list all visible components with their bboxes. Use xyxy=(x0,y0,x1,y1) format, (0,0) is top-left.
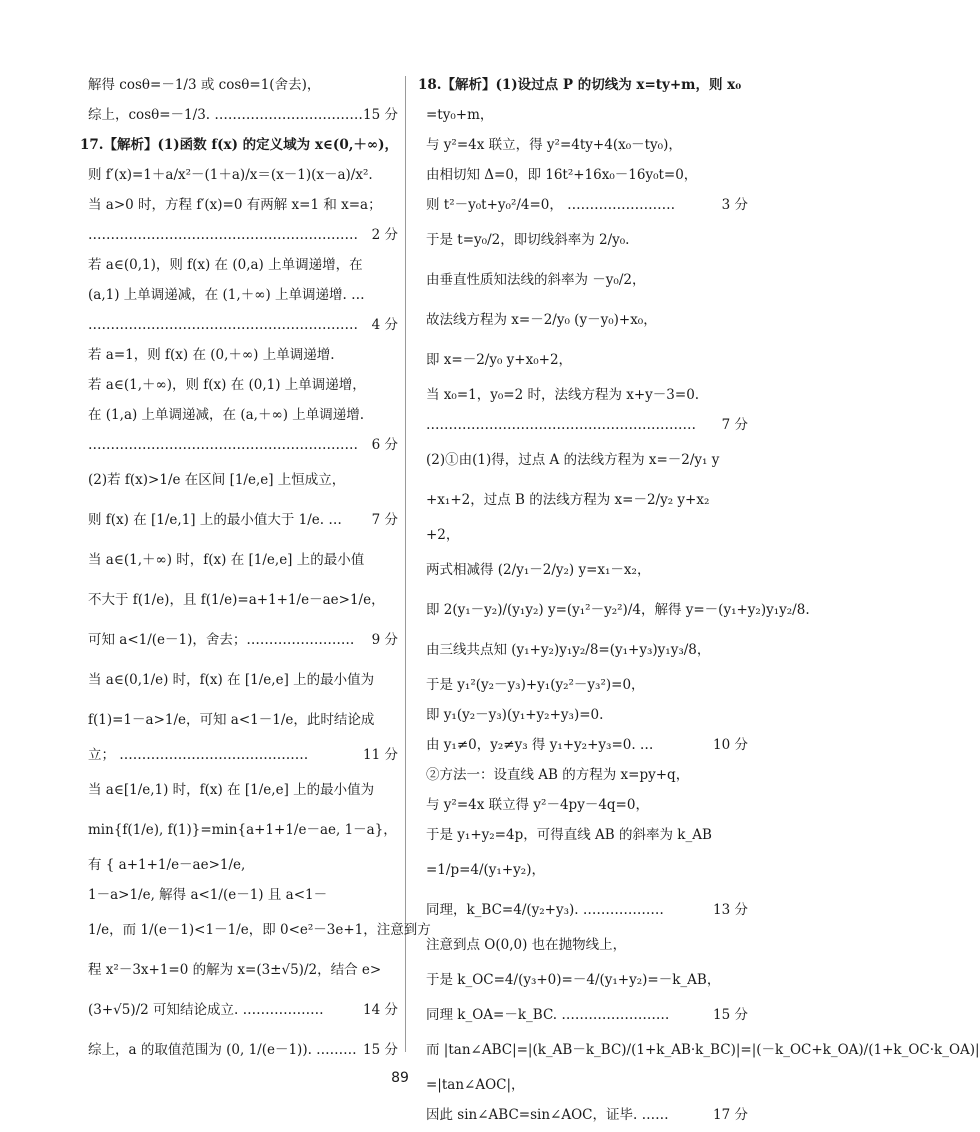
text-line: 两式相减得 (2/y₁－2/y₂) y=x₁－x₂， xyxy=(426,562,651,578)
score-line: …………………………………………………… 7 分 xyxy=(426,417,748,433)
text-line: 则 f(x) 在 [1/e,1] 上的最小值大于 1/e. … 7 分 xyxy=(88,512,398,528)
text-line: 当 a∈[1/e,1) 时，f(x) 在 [1/e,e] 上的最小值为 xyxy=(88,782,375,798)
text-line: min{f(1/e), f(1)}=min{a+1+1/e－ae, 1－a}， xyxy=(88,822,397,838)
left-column xyxy=(80,70,431,1070)
text-line: 则 f′(x)=1＋a/x²－(1＋a)/x＝(x－1)(x－a)/x². xyxy=(88,167,373,183)
text-line: 若 a=1，则 f(x) 在 (0,＋∞) 上单调递增. xyxy=(88,347,335,363)
score-line: …………………………………………………… 4 分 xyxy=(88,317,398,333)
text-line: 由三线共点知 (y₁+y₂)y₁y₂/8=(y₁+y₃)y₁y₃/8， xyxy=(426,642,711,658)
text-line: 与 y²=4x 联立得 y²－4py－4q=0， xyxy=(426,797,649,813)
score-line: 则 t²－y₀t+y₀²/4=0， …………………… 3 分 xyxy=(426,197,748,213)
score-line: 由 y₁≠0，y₂≠y₃ 得 y₁+y₂+y₃=0. … 10 分 xyxy=(426,737,748,753)
text-line: 在 (1,a) 上单调递减，在 (a,＋∞) 上单调递增. xyxy=(88,407,365,423)
text-line: (2)若 f(x)>1/e 在区间 [1/e,e] 上恒成立， xyxy=(88,472,346,488)
text-line: 由垂直性质知法线的斜率为 －y₀/2， xyxy=(426,272,646,288)
text-line: ②方法一：设直线 AB 的方程为 x=py+q， xyxy=(426,767,690,783)
text-line: =ty₀+m， xyxy=(426,107,494,123)
text-line: 当 a∈(0,1/e) 时，f(x) 在 [1/e,e] 上的最小值为 xyxy=(88,672,375,688)
text-line: 即 y₁(y₂－y₃)(y₁+y₂+y₃)=0. xyxy=(426,707,604,723)
text-line: 1/e，而 1/(e－1)<1－1/e，即 0<e²－3e+1，注意到方 xyxy=(88,922,431,938)
score-line: 可知 a<1/(e－1)，舍去；…………………… 9 分 xyxy=(88,632,398,648)
score-line: 综上，a 的取值范围为 (0, 1/(e－1)). ……… 15 分 xyxy=(88,1042,398,1058)
score-line: …………………………………………………… 2 分 xyxy=(88,227,398,243)
problem-18-heading: 18.【解析】(1)设过点 P 的切线为 x=ty+m，则 x₀ xyxy=(418,77,742,93)
text-line: 综上，cosθ=－1/3. …………………………… 15 分 xyxy=(88,107,398,123)
score-line: …………………………………………………… 6 分 xyxy=(88,437,398,453)
text-line: 与 y²=4x 联立，得 y²=4ty+4(x₀－ty₀)， xyxy=(426,137,682,153)
text-line: 即 2(y₁－y₂)/(y₁y₂) y=(y₁²－y₂²)/4，解得 y=－(y₁+y₂)y₁y₂/8. xyxy=(426,602,810,618)
text-line: 当 a∈(1,＋∞) 时，f(x) 在 [1/e,e] 上的最小值 xyxy=(88,552,365,568)
text-line: 当 x₀=1，y₀=2 时，法线方程为 x+y－3=0. xyxy=(426,387,700,403)
text-line: 而 |tan∠ABC|=|(k_AB－k_BC)/(1+k_AB·k_BC)|=|(－k_OC+k_OA)/(1+k_OC·k_OA)| xyxy=(426,1042,980,1058)
score-line: 立； …………………………………… 11 分 xyxy=(88,747,398,763)
score-line: 同理 k_OA=－k_BC. …………………… 15 分 xyxy=(426,1007,748,1023)
text-line: 若 a∈(0,1)，则 f(x) 在 (0,a) 上单调递增，在 xyxy=(88,257,363,273)
text-line: 程 x²－3x+1=0 的解为 x=(3±√5)/2，结合 e> xyxy=(88,962,382,978)
text-line: 当 a>0 时，方程 f′(x)=0 有两解 x=1 和 x=a； xyxy=(88,197,382,213)
text-line: 故法线方程为 x=－2/y₀ (y－y₀)+x₀， xyxy=(426,312,657,328)
score-line: 同理，k_BC=4/(y₂+y₃). ……………… 13 分 xyxy=(426,902,748,918)
text-line: 有 { a+1+1/e－ae>1/e, xyxy=(88,857,246,873)
text-line: 于是 y₁+y₂=4p，可得直线 AB 的斜率为 k_AB xyxy=(426,827,712,843)
text-line: 不大于 f(1/e)，且 f(1/e)=a+1+1/e－ae>1/e， xyxy=(88,592,385,608)
text-line: 于是 y₁²(y₂－y₃)+y₁(y₂²－y₃²)=0， xyxy=(426,677,645,693)
text-line: 由相切知 Δ=0，即 16t²+16x₀－16y₀t=0， xyxy=(426,167,698,183)
text-line: +x₁+2，过点 B 的法线方程为 x=－2/y₂ y+x₂ xyxy=(426,492,710,508)
text-line: =1/p=4/(y₁+y₂)， xyxy=(426,862,545,878)
score-line: (3+√5)/2 可知结论成立. ……………… 14 分 xyxy=(88,1002,398,1018)
column-divider xyxy=(405,76,406,1052)
problem-17-heading: 17.【解析】(1)函数 f(x) 的定义域为 x∈(0,＋∞)， xyxy=(80,137,399,153)
text-line: (a,1) 上单调递减，在 (1,＋∞) 上单调递增. … xyxy=(88,287,365,303)
right-column xyxy=(418,70,980,1130)
text-line: 1－a>1/e, 解得 a<1/(e－1) 且 a<1－ xyxy=(88,887,328,903)
text-line: 于是 k_OC=4/(y₃+0)=－4/(y₁+y₂)=－k_AB， xyxy=(426,972,721,988)
score-line: 因此 sin∠ABC=sin∠AOC，证毕. …… 17 分 xyxy=(426,1107,748,1123)
text-line: 若 a∈(1,＋∞)，则 f(x) 在 (0,1) 上单调递增， xyxy=(88,377,366,393)
text-line: +2， xyxy=(426,527,460,543)
text-line: =|tan∠AOC|， xyxy=(426,1077,525,1093)
text-line: f(1)=1－a>1/e，可知 a<1－1/e，此时结论成 xyxy=(88,712,375,728)
text-line: 于是 t=y₀/2，即切线斜率为 2/y₀. xyxy=(426,232,630,248)
text-line: (2)①由(1)得，过点 A 的法线方程为 x=－2/y₁ y xyxy=(426,452,720,468)
text-line: 解得 cosθ=－1/3 或 cosθ=1(舍去)， xyxy=(88,77,321,93)
text-line: 注意到点 O(0,0) 也在抛物线上， xyxy=(426,937,627,953)
text-line: 即 x=－2/y₀ y+x₀+2， xyxy=(426,352,573,368)
page-number: 89 xyxy=(391,1070,409,1086)
